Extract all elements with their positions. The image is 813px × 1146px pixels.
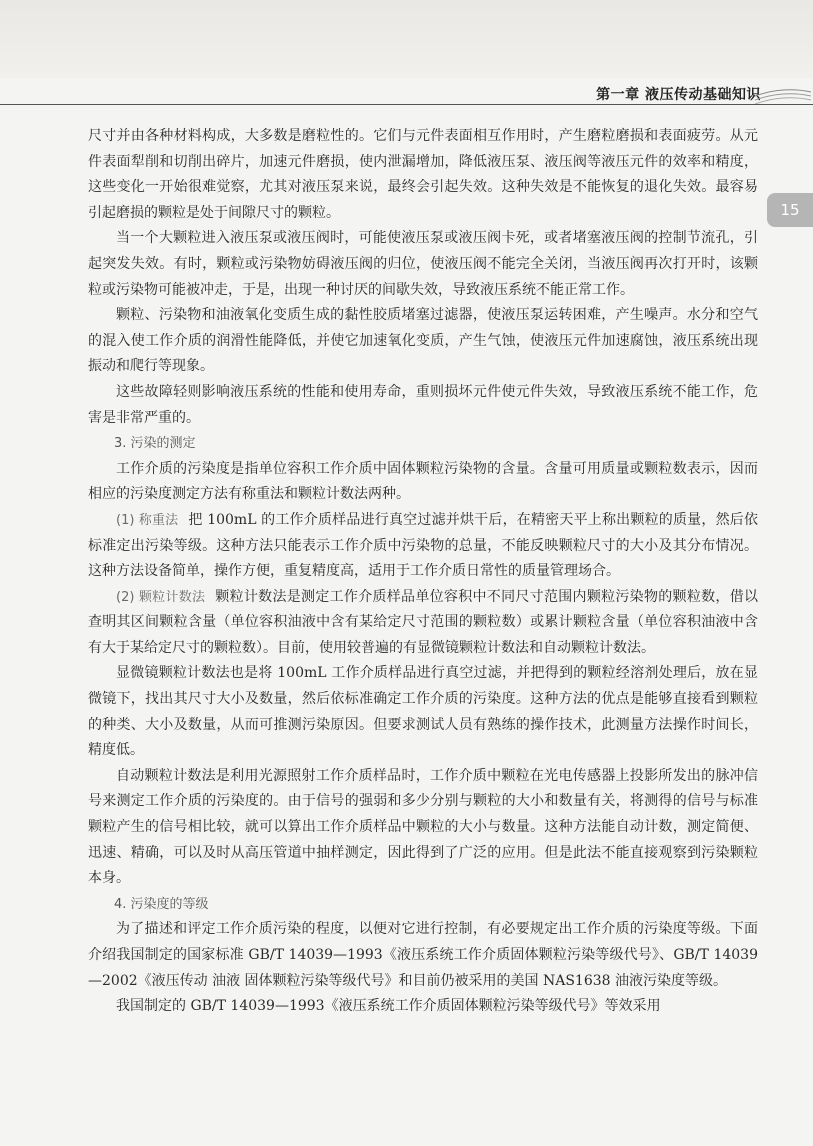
paragraph: 尺寸并由各种材料构成，大多数是磨粒性的。它们与元件表面相互作用时，产生磨粒磨损和表面疲劳。从元件表面犁削和切削出碎片，加速元件磨损，使内泄漏增加，降低液压泵、液压阀等液压元件的效率和精度，这些变化一开始很难觉察，尤其对液压泵来说，最终会引起失效。这种失效是不能恢复的退化失效。最容易引起磨损的颗粒是处于间隙尺寸的颗粒。 (88, 128, 758, 221)
method-label: (2) 颗粒计数法 (116, 589, 206, 605)
paragraph: 当一个大颗粒进入液压泵或液压阀时，可能使液压泵或液压阀卡死，或者堵塞液压阀的控制节流孔，引起突发失效。有时，颗粒或污染物妨碍液压阀的归位，使液压阀不能完全关闭，当液压阀再次打开时，该颗粒或污染物可能被冲走，于是，出现一种讨厌的间歇失效，导致液压系统不能正常工作。 (88, 230, 758, 298)
section-heading: 3. 污染的测定 (114, 436, 196, 452)
method-paragraph (88, 508, 758, 585)
header-rule (0, 104, 813, 105)
section-heading: 4. 污染度的等级 (114, 896, 209, 912)
paragraph: 自动颗粒计数法是利用光源照射工作介质样品时，工作介质中颗粒在光电传感器上投影所发出的脉冲信号来测定工作介质的污染度的。由于信号的强弱和多少分别与颗粒的大小和数量有关，将测得的信号与标准颗粒产生的信号相比较，就可以算出工作介质样品中颗粒的大小与数量。这种方法能自动计数，测定简便、迅速、精确，可以及时从高压管道中抽样测定，因此得到了广泛的应用。但是此法不能直接观察到污染颗粒本身。 (88, 767, 758, 887)
paragraph: 工作介质的污染度是指单位容积工作介质中固体颗粒污染物的含量。含量可用质量或颗粒数表示，因而相应的污染度测定方法有称重法和颗粒计数法两种。 (88, 460, 758, 503)
page-body (88, 124, 758, 1020)
chapter-title: 第一章 液压传动基础知识 (596, 87, 761, 103)
method-text: 颗粒计数法是测定工作介质样品单位容积中不同尺寸范围内颗粒污染物的颗粒数，借以查明其区间颗粒含量（单位容积油液中含有某给定尺寸范围的颗粒数）或累计颗粒含量（单位容积油液中含有大于某给定尺寸的颗粒数）。目前，使用较普遍的有显微镜颗粒计数法和自动颗粒计数法。 (88, 588, 758, 656)
paragraph: 我国制定的 GB/T 14039—1993《液压系统工作介质固体颗粒污染等级代号》等效采用 (116, 998, 661, 1015)
paragraph: 为了描述和评定工作介质污染的程度，以便对它进行控制，有必要规定出工作介质的污染度等级。下面介绍我国制定的国家标准 GB/T 14039—1993《液压系统工作介质固体颗粒污染等级代号》、GB/T 14039—2002《液压传动 油液 固体颗粒污染等级代号》和目前仍被采用的美国 NAS1638 油液污染度等级。 (88, 921, 758, 989)
page-number-tab: 15 (767, 193, 813, 227)
method-paragraph (88, 585, 758, 662)
top-page-shadow (0, 0, 813, 78)
paragraph: 颗粒、污染物和油液氧化变质生成的黏性胶质堵塞过滤器，使液压泵运转困难，产生噪声。水分和空气的混入使工作介质的润滑性能降低，并使它加速氧化变质，产生气蚀，使液压元件加速腐蚀，液压系统出现振动和爬行等现象。 (88, 307, 758, 375)
paragraph: 这些故障轻则影响液压系统的性能和使用寿命，重则损坏元件使元件失效，导致液压系统不能工作，危害是非常严重的。 (88, 383, 758, 426)
page-header (0, 78, 813, 108)
paragraph: 显微镜颗粒计数法也是将 100mL 工作介质样品进行真空过滤，并把得到的颗粒经溶剂处理后，放在显微镜下，找出其尺寸大小及数量，然后依标准确定工作介质的污染度。这种方法的优点是能够直接看到颗粒的种类、大小及数量，从而可推测污染原因。但要求测试人员有熟练的操作技术，此测量方法操作时间长，精度低。 (88, 665, 758, 759)
method-label: (1) 称重法 (116, 512, 179, 528)
method-text: 把 100mL 的工作介质样品进行真空过滤并烘干后，在精密天平上称出颗粒的质量，然后依标准定出污染等级。这种方法只能表示工作介质中污染物的总量，不能反映颗粒尺寸的大小及其分布情况。这种方法设备简单，操作方便，重复精度高，适用于工作介质日常性的质量管理场合。 (88, 511, 758, 580)
header-swoosh-decoration (753, 82, 813, 106)
